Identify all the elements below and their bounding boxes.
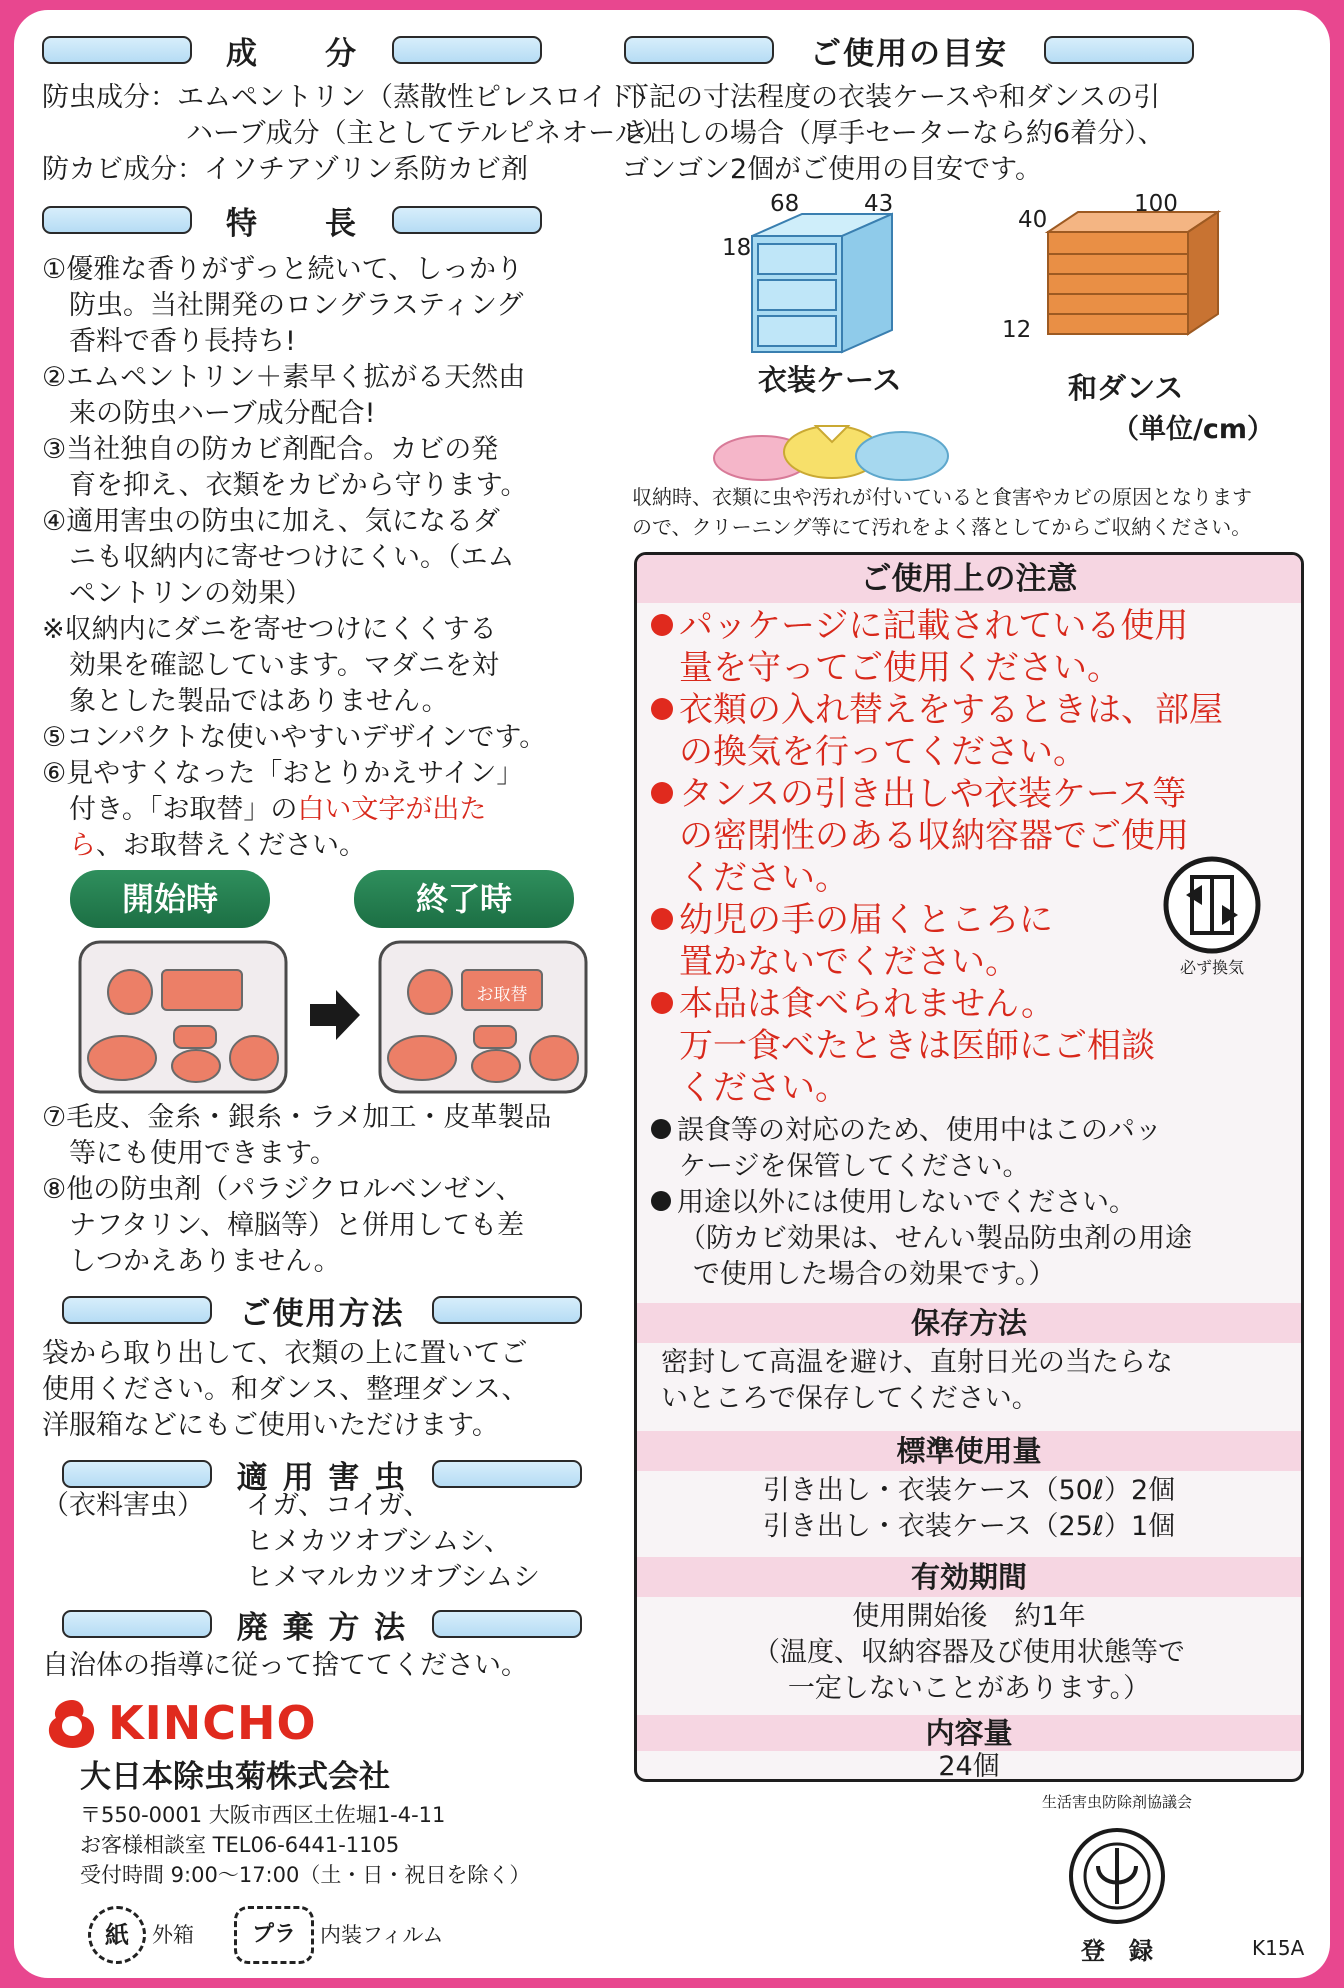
usage-line: 洋服箱などにもご使用いただけます。 xyxy=(42,1410,499,1441)
replace-sign-text: お取替 xyxy=(476,985,528,1005)
storage-note-line: ので、クリーニング等にて汚れをよく落としてからご収納ください。 xyxy=(632,515,1252,539)
tansu-depth: 40 xyxy=(1018,207,1048,233)
feature-line: ※収納内にダニを寄せつけにくくする xyxy=(42,614,497,645)
feature-line: 付き。「お取替」の白い文字が出た xyxy=(42,794,487,825)
feature-line: ⑤コンパクトな使いやすいデザインです。 xyxy=(42,722,547,753)
red-bullet-icon xyxy=(651,782,673,804)
ingredient-3: 防カビ成分：イソチアゾリン系防カビ剤 xyxy=(42,154,528,185)
guide-line: き出しの場合（厚手セーターなら約6着分）、 xyxy=(622,118,1165,149)
caution-item-black: 用途以外には使用しないでください。 xyxy=(651,1185,1136,1220)
case-height: 18 xyxy=(722,235,752,261)
guide-header xyxy=(624,30,1194,70)
ventilation-label: 必ず換気 xyxy=(1179,958,1244,977)
start-label: 開始時 xyxy=(70,870,270,928)
red-bullet-icon xyxy=(651,698,673,720)
caution-panel xyxy=(634,552,1304,1782)
feature-line: 防虫。当社開発のロングラスティング xyxy=(42,290,524,321)
product-code: K15A xyxy=(1252,1936,1305,1960)
package-back-panel xyxy=(14,10,1330,1978)
feature-line: ナフタリン、樟脳等）と併用しても差 xyxy=(42,1210,524,1241)
company-name: 大日本除虫菊株式会社 xyxy=(80,1759,390,1795)
black-bullet-icon xyxy=(651,1119,671,1139)
storage-case-icon xyxy=(732,206,912,366)
company-hours: 受付時間 9:00～17:00（土・日・祝日を除く） xyxy=(80,1863,531,1887)
pests-label: （衣料害虫） xyxy=(42,1490,204,1521)
arrow-right-icon xyxy=(310,990,360,1040)
caution-item: ください。 xyxy=(679,858,849,898)
caution-item: の換気を行ってください。 xyxy=(679,732,1087,772)
caution-title: ご使用上の注意 xyxy=(637,555,1301,603)
storage-line: 密封して高温を避け、直射日光の当たらな xyxy=(661,1347,1173,1378)
feature-line: 象とした製品ではありません。 xyxy=(42,686,449,717)
usage-header xyxy=(62,1290,582,1330)
caution-item: 置かないでください。 xyxy=(679,942,1019,982)
ingredient-2: ハーブ成分（主としてテルピネオール） xyxy=(186,118,669,149)
pest-item: ヒメマルカツオブシムシ xyxy=(246,1562,541,1593)
feature-line: ①優雅な香りがずっと続いて、しっかり xyxy=(42,254,524,285)
usage-line: 使用ください。和ダンス、整理ダンス、 xyxy=(42,1374,529,1405)
storage-title: 保存方法 xyxy=(637,1303,1301,1343)
ingredients-title: 成 分 xyxy=(226,35,358,72)
feature-line: 等にも使用できます。 xyxy=(42,1138,337,1169)
registration-seal-icon xyxy=(1042,1796,1192,1956)
guide-line: ゴンゴン2個がご使用の目安です。 xyxy=(622,154,1043,185)
tansu-icon xyxy=(1042,210,1222,350)
company-tel: お客様相談室 TEL06-6441-1105 xyxy=(80,1833,400,1857)
caution-item: 万一食べたときは医師にご相談 xyxy=(679,1026,1155,1066)
sign-start-icon xyxy=(80,942,286,1092)
caution-item: 幼児の手の届くところに xyxy=(651,899,1053,941)
disposal-header xyxy=(62,1604,582,1644)
red-bullet-icon xyxy=(651,614,673,636)
caution-item-black: ケージを保管してください。 xyxy=(679,1151,1030,1182)
std-usage-line: 引き出し・衣装ケース（25ℓ）1個 xyxy=(762,1511,1176,1542)
black-bullet-icon xyxy=(651,1191,671,1211)
caution-item-black: で使用した場合の効果です。） xyxy=(693,1259,1056,1290)
sign-end-icon xyxy=(380,942,586,1092)
storage-note-line: 収納時、衣類に虫や汚れが付いていると食害やカビの原因となります xyxy=(632,485,1252,509)
sweaters-icon xyxy=(712,402,952,482)
replace-sign-illustration xyxy=(78,940,588,1100)
case-label: 衣装ケース xyxy=(758,363,902,397)
feature-line: 来の防虫ハーブ成分配合! xyxy=(42,398,376,429)
caution-item: 量を守ってご使用ください。 xyxy=(679,648,1121,688)
feature-line: ペントリンの効果） xyxy=(42,578,312,609)
caution-item: 衣類の入れ替えをするときは、部屋 xyxy=(651,689,1223,731)
caution-item-black: 誤食等の対応のため、使用中はこのパッ xyxy=(651,1113,1162,1148)
end-label: 終了時 xyxy=(354,870,574,928)
std-usage-title: 標準使用量 xyxy=(637,1431,1301,1471)
ingredient-1: 防虫成分：エムペントリン（蒸散性ピレスロイド） xyxy=(42,82,662,113)
company-address: 〒550-0001 大阪市西区土佐堀1-4-11 xyxy=(80,1803,446,1827)
disposal-title: 廃 棄 方 法 xyxy=(236,1609,408,1646)
feature-line: ⑧他の防虫剤（パラジクロルベンゼン、 xyxy=(42,1174,523,1205)
red-bullet-icon xyxy=(651,992,673,1014)
usage-line: 袋から取り出して、衣類の上に置いてご xyxy=(42,1338,528,1369)
feature-line: ④適用害虫の防虫に加え、気になるダ xyxy=(42,506,500,537)
validity-line: 一定しないことがあります。） xyxy=(787,1673,1151,1704)
red-bullet-icon xyxy=(651,908,673,930)
caution-item: の密閉性のある収納容器でご使用 xyxy=(679,816,1189,856)
caution-item: タンスの引き出しや衣装ケース等 xyxy=(651,773,1186,815)
paper-recycle-label: 外箱 xyxy=(152,1923,194,1947)
features-header xyxy=(42,200,542,240)
feature-line: ら、お取替えください。 xyxy=(42,830,366,861)
pests-title: 適 用 害 虫 xyxy=(236,1459,408,1496)
content-title: 内容量 xyxy=(637,1715,1301,1751)
plastic-recycle-label: 内装フィルム xyxy=(320,1923,444,1947)
brand-logo: KINCHO xyxy=(108,1696,317,1750)
ingredients-header xyxy=(42,30,542,70)
feature-line: ③当社独自の防カビ剤配合。カビの発 xyxy=(42,434,499,465)
std-usage-line: 引き出し・衣装ケース（50ℓ）2個 xyxy=(762,1475,1176,1506)
feature-line: ⑦毛皮、金糸・銀糸・ラメ加工・皮革製品 xyxy=(42,1102,552,1133)
validity-line: 使用開始後 約1年 xyxy=(852,1601,1086,1632)
pest-item: ヒメカツオブシムシ、 xyxy=(246,1526,511,1557)
content-value: 24個 xyxy=(938,1751,1000,1782)
feature-line: 香料で香り長持ち! xyxy=(42,326,296,357)
unit-label: （単位/cm） xyxy=(1112,414,1274,445)
guide-title: ご使用の目安 xyxy=(810,35,1008,72)
plastic-recycle-icon: プラ xyxy=(234,1906,314,1964)
feature-line: ②エムペントリン＋素早く拡がる天然由 xyxy=(42,362,526,393)
usage-title: ご使用方法 xyxy=(239,1295,405,1332)
case-depth: 43 xyxy=(864,191,894,217)
caution-item-black: （防カビ効果は、せんい製品防虫剤の用途 xyxy=(679,1223,1192,1254)
validity-line: （温度、収納容器及び使用状態等で xyxy=(753,1637,1185,1668)
feature-line: 効果を確認しています。マダニを対 xyxy=(42,650,499,681)
caution-item: 本品は食べられません。 xyxy=(651,983,1055,1025)
tansu-width: 100 xyxy=(1134,191,1178,217)
disposal-text: 自治体の指導に従って捨ててください。 xyxy=(42,1650,528,1681)
guide-line: 下記の寸法程度の衣装ケースや和ダンスの引 xyxy=(622,82,1161,113)
feature-line: 育を抑え、衣類をカビから守ります。 xyxy=(42,470,528,501)
feature-line: ニも収納内に寄せつけにくい。（エム xyxy=(42,542,515,573)
storage-line: いところで保存してください。 xyxy=(661,1383,1039,1414)
rooster-logo-icon xyxy=(42,1696,102,1752)
feature-line: しつかえありません。 xyxy=(42,1246,341,1277)
validity-title: 有効期間 xyxy=(637,1557,1301,1597)
caution-item: パッケージに記載されている使用 xyxy=(651,605,1188,647)
tansu-height: 12 xyxy=(1002,317,1032,343)
pest-item: イガ、コイガ、 xyxy=(246,1490,431,1521)
case-width: 68 xyxy=(770,191,800,217)
ventilation-icon xyxy=(1162,855,1262,955)
seal-text: 生活害虫防除剤協議会 xyxy=(1042,1793,1193,1811)
seal-registration: 登 録 xyxy=(1081,1937,1153,1965)
caution-item: ください。 xyxy=(679,1068,849,1108)
paper-recycle-icon: 紙 xyxy=(88,1906,146,1964)
features-title: 特 長 xyxy=(226,205,358,242)
tansu-label: 和ダンス xyxy=(1068,371,1184,405)
feature-line: ⑥見やすくなった「おとりかえサイン」 xyxy=(42,758,524,789)
